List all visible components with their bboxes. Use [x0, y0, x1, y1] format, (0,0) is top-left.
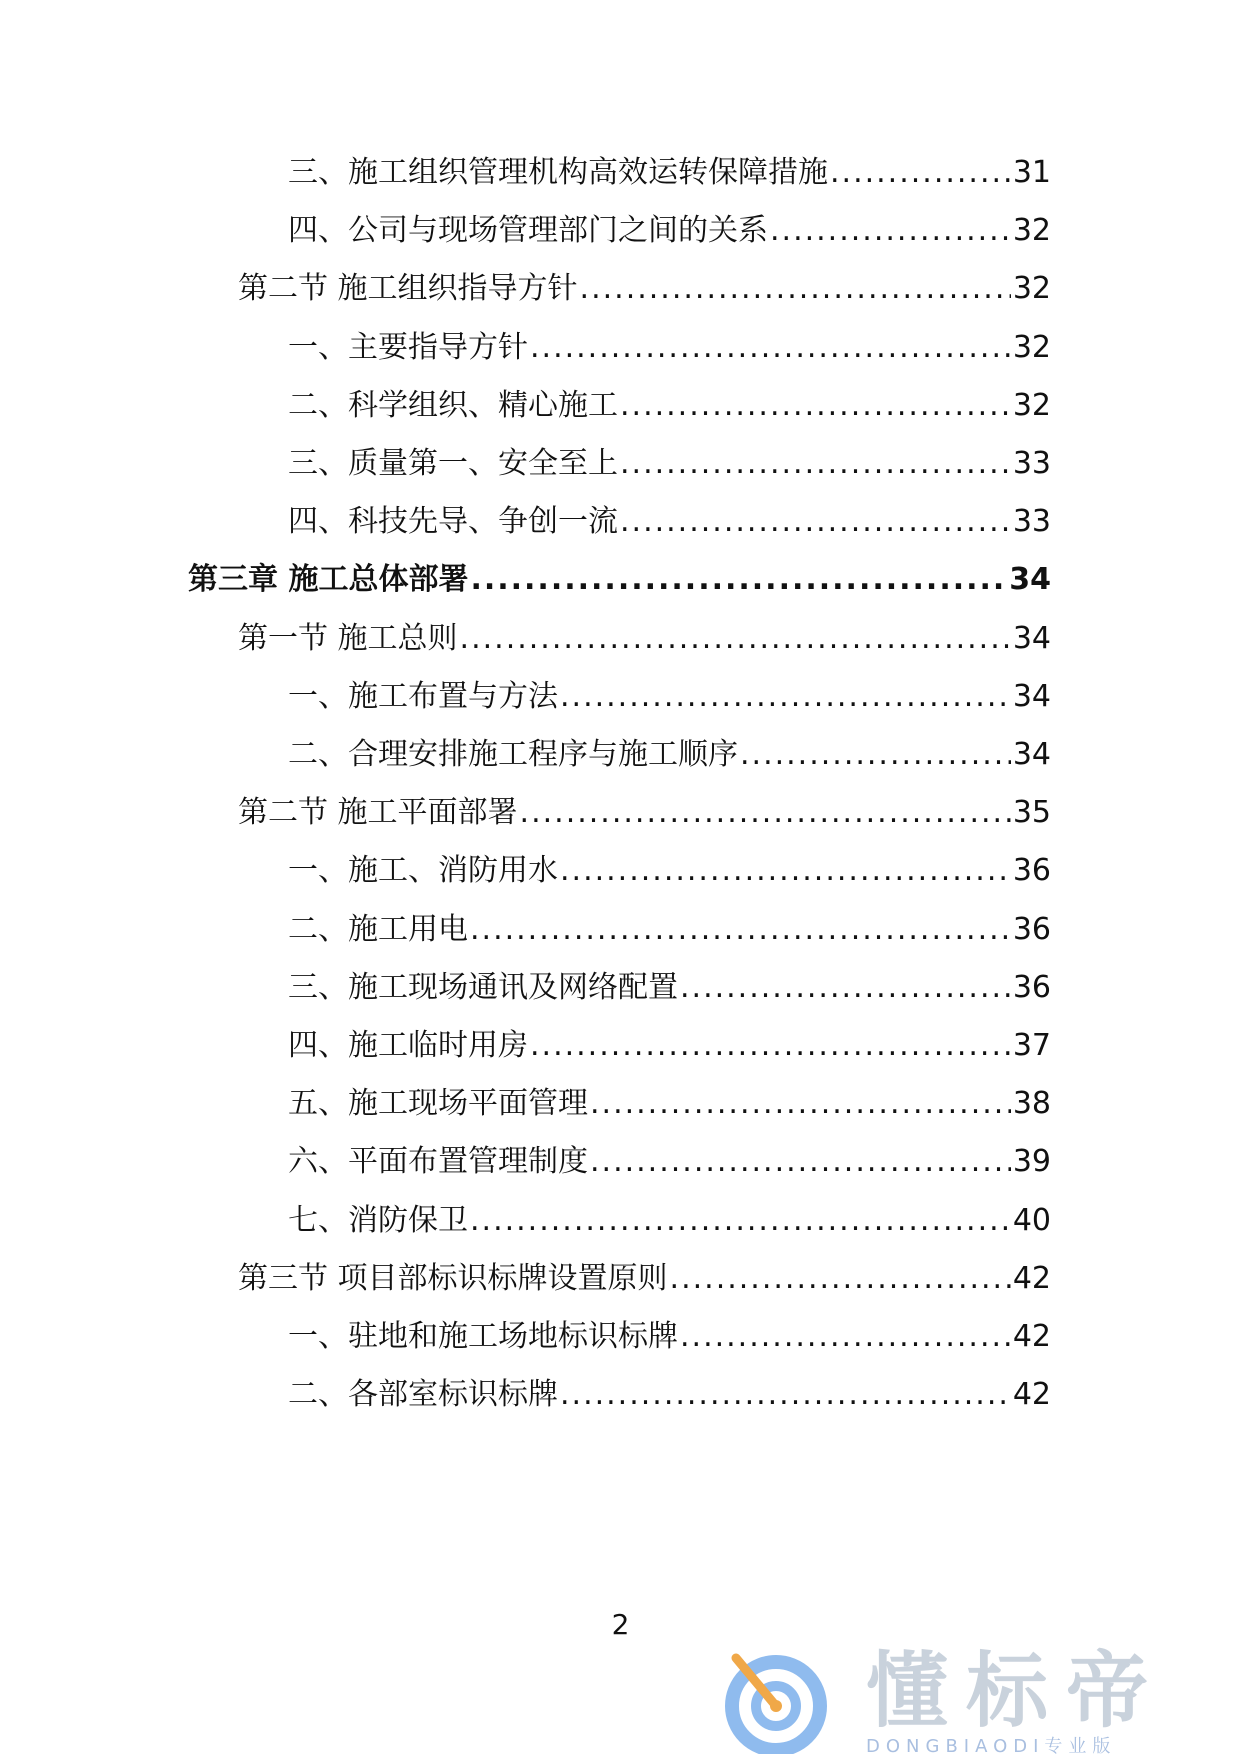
toc-entry[interactable]	[238, 606, 1051, 658]
toc-entry-page: 31	[1012, 155, 1051, 190]
toc-entry[interactable]	[288, 198, 1051, 250]
toc-entry[interactable]	[288, 373, 1051, 425]
toc-leader-dots	[460, 620, 1011, 658]
toc-leader-dots	[560, 678, 1011, 716]
page-number: 2	[611, 1608, 630, 1641]
toc-entry[interactable]	[288, 140, 1051, 192]
toc-entry-page: 39	[1012, 1144, 1051, 1180]
toc-leader-dots	[590, 1143, 1011, 1181]
toc-entry[interactable]	[188, 547, 1051, 599]
toc-leader-dots	[620, 503, 1011, 541]
toc-entry[interactable]	[288, 838, 1051, 890]
toc-entry-page: 32	[1012, 387, 1051, 423]
toc-leader-dots	[530, 329, 1011, 367]
toc-entry[interactable]	[288, 1362, 1051, 1414]
watermark	[716, 1644, 1216, 1757]
toc-entry[interactable]	[288, 489, 1051, 541]
toc-leader-dots	[670, 1260, 1011, 1298]
toc-entry-page: 34	[1012, 620, 1051, 656]
toc-entry-page: 36	[1012, 853, 1051, 889]
toc-entry[interactable]	[288, 1304, 1051, 1356]
toc-entry[interactable]	[288, 431, 1051, 483]
toc-entry-page: 33	[1012, 504, 1051, 540]
toc-leader-dots	[520, 794, 1011, 832]
toc-entry-label: 三、质量第一、安全至上	[288, 446, 618, 481]
toc-entry-page: 35	[1012, 795, 1051, 831]
toc-entry-label: 六、平面布置管理制度	[288, 1144, 588, 1180]
toc-entry-page: 38	[1012, 1086, 1051, 1122]
toc-entry-page: 32	[1012, 271, 1051, 307]
toc-entry-label: 第二节 施工组织指导方针	[238, 271, 578, 307]
toc-entry-page: 40	[1012, 1202, 1051, 1238]
toc-entry-label: 三、施工组织管理机构高效运转保障措施	[288, 155, 828, 190]
target-logo-icon	[716, 1644, 846, 1754]
toc-entry[interactable]	[288, 1188, 1051, 1240]
toc-entry-label: 一、主要指导方针	[288, 329, 528, 365]
toc-leader-dots	[680, 1318, 1011, 1356]
toc-entry-page: 42	[1012, 1319, 1051, 1354]
toc-leader-dots	[680, 969, 1011, 1007]
toc-leader-dots	[530, 1027, 1011, 1065]
toc-entry-page: 33	[1012, 446, 1051, 481]
toc-entry-label: 一、施工布置与方法	[288, 678, 558, 714]
toc-leader-dots	[580, 270, 1011, 308]
toc-entry[interactable]	[238, 780, 1051, 832]
toc-leader-dots	[770, 212, 1011, 250]
toc-entry-page: 34	[1012, 737, 1051, 772]
toc-entry-label: 第三章 施工总体部署	[188, 562, 469, 598]
toc-entry-label: 二、施工用电	[288, 911, 468, 947]
toc-leader-dots	[470, 1202, 1011, 1240]
toc-entry-label: 二、各部室标识标牌	[288, 1377, 558, 1413]
toc-entry-label: 四、施工临时用房	[288, 1028, 528, 1063]
toc-leader-dots	[590, 1085, 1011, 1123]
toc-entry[interactable]	[288, 722, 1051, 774]
toc-entry-label: 第二节 施工平面部署	[238, 795, 518, 831]
toc-leader-dots	[470, 911, 1011, 949]
toc-entry-page: 42	[1012, 1260, 1051, 1296]
toc-entry-label: 二、合理安排施工程序与施工顺序	[288, 737, 738, 772]
toc-entry[interactable]	[288, 1013, 1051, 1065]
toc-entry[interactable]	[288, 664, 1051, 716]
toc-leader-dots	[470, 561, 1007, 599]
toc-entry[interactable]	[288, 897, 1051, 949]
toc-entry-page: 34	[1009, 562, 1051, 598]
toc-entry-label: 三、施工现场通讯及网络配置	[288, 969, 678, 1005]
toc-entry-label: 第三节 项目部标识标牌设置原则	[238, 1260, 668, 1296]
toc-entry-page: 32	[1012, 329, 1051, 365]
toc-entry-label: 四、科技先导、争创一流	[288, 504, 618, 540]
toc-leader-dots	[620, 387, 1011, 425]
toc-entry-label: 一、施工、消防用水	[288, 853, 558, 889]
watermark-brand: 懂标帝	[866, 1644, 1167, 1739]
toc-entry-page: 36	[1012, 911, 1051, 947]
toc-entry-label: 第一节 施工总则	[238, 620, 458, 656]
toc-entry-page: 32	[1012, 213, 1051, 249]
toc-entry[interactable]	[288, 955, 1051, 1007]
toc-entry-page: 34	[1012, 678, 1051, 714]
toc-entry-page: 36	[1012, 969, 1051, 1005]
toc-leader-dots	[560, 852, 1011, 890]
toc-leader-dots	[830, 154, 1011, 192]
toc-entry-page: 42	[1012, 1377, 1051, 1413]
toc-leader-dots	[620, 445, 1011, 483]
toc-entry-label: 七、消防保卫	[288, 1202, 468, 1238]
toc-entry-label: 一、驻地和施工场地标识标牌	[288, 1319, 678, 1354]
toc-entry-label: 四、公司与现场管理部门之间的关系	[288, 213, 768, 249]
watermark-subtitle: DONGBIAODI专业版	[866, 1736, 1117, 1757]
toc-entry[interactable]	[288, 1129, 1051, 1181]
toc-leader-dots	[560, 1376, 1011, 1414]
toc-entry-label: 五、施工现场平面管理	[288, 1086, 588, 1122]
toc-entry[interactable]	[288, 1071, 1051, 1123]
toc-leader-dots	[740, 736, 1011, 774]
toc-entry[interactable]	[238, 256, 1051, 308]
toc-entry[interactable]	[288, 315, 1051, 367]
toc-entry[interactable]	[238, 1246, 1051, 1298]
toc-entry-page: 37	[1012, 1028, 1051, 1063]
toc-entry-label: 二、科学组织、精心施工	[288, 387, 618, 423]
